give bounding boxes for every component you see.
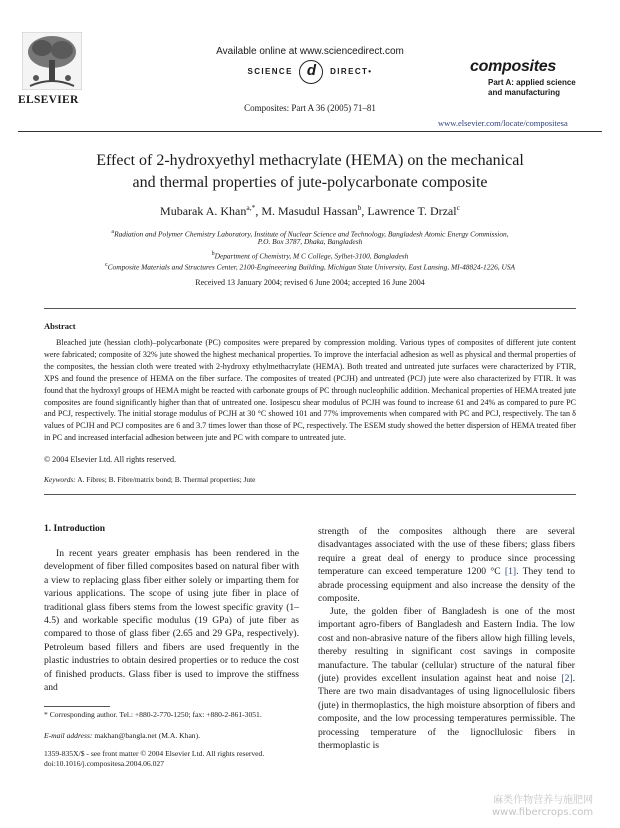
journal-citation: Composites: Part A 36 (2005) 71–81	[244, 103, 376, 113]
affiliation-a: $^a$Radiation and Polymer Chemistry Laboratory, Institute of Nuclear Science and Technology, Bangladesh Atomic Energy Commission,	[111, 229, 509, 239]
journal-logo: composites	[470, 58, 556, 75]
sciencedirect-at-icon: d	[299, 60, 323, 84]
intro-paragraph-3: Jute, the golden fiber of Bangladesh is one of the most important agro-fibers of Bangladesh and Eastern India. The low cost and non-abrasive nature of the fibers allow high filling levels, thereby resulting in significant cost savings in composite manufacture. The tabular (cellular) structure of the natural fiber (jute) provides excellent insulation against heat and noise [2]. There are two main disadvantages of using lignocellulosic fibers (jute) in thermoplastics, the high moisture absorption of fibers and composite, and the low processing temperatures permissible. The processing temperature of the lignocllulosic fibers in thermoplastic is	[318, 606, 575, 752]
received-dates: Received 13 January 2004; revised 6 June 2004; accepted 16 June 2004	[195, 278, 425, 287]
email-link[interactable]: makhan@bangla.net (M.A. Khan).	[92, 731, 201, 740]
title-line-2: and thermal properties of jute-polycarbonate composite	[132, 174, 488, 191]
author-affiliation-marker[interactable]: a,*	[246, 203, 256, 212]
reference-link[interactable]: [1]	[504, 566, 517, 578]
abstract-top-divider	[44, 308, 576, 309]
affiliation-c: $^c$Composite Materials and Structures Center, 2100-Engineeering Building, Michigan State University, East Lansing, MI-48824-1226, USA	[104, 262, 516, 272]
doi-link[interactable]: doi:10.1016/j.compositesa.2004.06.027	[44, 759, 165, 768]
title-line-1: Effect of 2-hydroxyethyl methacrylate (HEMA) on the mechanical	[96, 152, 524, 169]
author-affiliation-marker[interactable]: b	[357, 203, 362, 212]
author-name: M. Masudul Hassan	[261, 204, 358, 218]
abstract-body: Bleached jute (hessian cloth)–polycarbonate (PC) composites were prepared by compression molding. Various types of composites of different jute content were fabricated; composite of 32% jute showed the highest mechanical properties. To improve the interfacial adhesion as well as physical and thermal properties of the composites, the hessian cloth were treated with 2-hydroxy ethylmethacrylate (HEMA). Both treated and untreated jute surfaces were characterized by FTIR, XPS and found the presence of HEMA on the fiber surface. The composites of treated (PCJH) and untreated (PCJ) jute were also characterized by FTIR. It was found that the hydroxyl groups of HEMA might be reacted with carbonate groups of PC through nucleophilic addition. Mechanical properties of HEMA treated jute composites are found significantly higher than that of untreated one. Iosipescu shear modulus of PCJH was found to increase 61 and 24% as compared to pure PC and PCJ, respectively. The initial storage modulus of PCJH at 30 °C showed 101 and 77% improvements when compared with PC and PCJ, respectively. The tan δ values of PCJH and PCJ composites are 6 and 3.7 times lower than those of PC, respectively. The ESEM study showed the better dispersion of HEMA treated fiber in PC and increased interfacial adhesion between jute and PC with compare to untreated jute.	[44, 338, 576, 443]
sciencedirect-logo: SCIENCE d DIRECT•	[0, 60, 620, 84]
publisher-name: ELSEVIER	[18, 94, 79, 106]
journal-subtitle-2: and manufacturing	[488, 88, 561, 97]
corresponding-author-note: * Corresponding author. Tel.: +880-2-770-1250; fax: +880-2-861-3051.	[44, 710, 262, 719]
journal-subtitle-1: Part A: applied science	[488, 78, 576, 87]
sciencedirect-right: DIRECT	[330, 67, 369, 77]
abstract-heading: Abstract	[44, 321, 76, 331]
intro-paragraph-1: In recent years greater emphasis has been rendered in the development of fiber filled composites based on natural fiber with a view to replacing glass fiber either solely or imparting them for various applications. The scope of using jute fiber in place of traditional glass fibers stems from the lowest specific gravity (1–4.5) and workable specific modulus (19 GPa) of jute fiber as compared to those of glass fiber (2.65 and 29 GPa, respectively). Petroleum based fillers and fibers are used frequently in the plastic industries to obtain desired properties or to reduce the cost of finished products. Glass fiber is used to improve the stiffness and	[44, 548, 299, 694]
section-heading: 1. Introduction	[44, 524, 106, 534]
author-name: Lawrence T. Drzal	[367, 204, 457, 218]
site-watermark: 麻类作物营养与施肥网 www.fibercrops.com	[492, 795, 594, 818]
abstract-bottom-divider	[44, 494, 576, 495]
affiliation-a-address: P.O. Box 3787, Dhaka, Bangladesh	[257, 237, 363, 246]
footnote-divider	[44, 706, 110, 707]
abstract-copyright: © 2004 Elsevier Ltd. All rights reserved.	[44, 455, 177, 464]
header-divider	[18, 131, 602, 132]
author-name: Mubarak A. Khan	[160, 204, 247, 218]
author-affiliation-marker[interactable]: c	[456, 203, 460, 212]
reference-link[interactable]: [2]	[561, 673, 573, 685]
sciencedirect-left: SCIENCE	[247, 67, 293, 77]
article-title	[40, 150, 580, 194]
email-note: E-mail address: makhan@bangla.net (M.A. Khan).	[44, 731, 201, 740]
keywords: Keywords: A. Fibres; B. Fibre/matrix bond; B. Thermal properties; Jute	[44, 475, 256, 484]
intro-paragraph-2: strength of the composites although there are several disadvantages associated with the use of these fibers; glass fibers require a great deal of energy to produce since processing temperature can exceed temperature 1200 °C [1]. They tend to abrade processing equipment and also increase the density of the composite.	[318, 526, 575, 605]
issn-note: 1359-835X/$ - see front matter © 2004 Elsevier Ltd. All rights reserved.	[44, 749, 265, 758]
affiliation-b: $^b$Department of Chemistry, M C College, Sylhet-3100, Bangladesh	[211, 251, 409, 261]
author-list: Mubarak A. Khan$^{a,*}$, M. Masudul Hassan$^b$, Lawrence T. Drzal$^c$	[160, 203, 460, 218]
available-online-text[interactable]: Available online at www.sciencedirect.com	[216, 46, 404, 57]
journal-url-link[interactable]: www.elsevier.com/locate/compositesa	[438, 118, 568, 128]
